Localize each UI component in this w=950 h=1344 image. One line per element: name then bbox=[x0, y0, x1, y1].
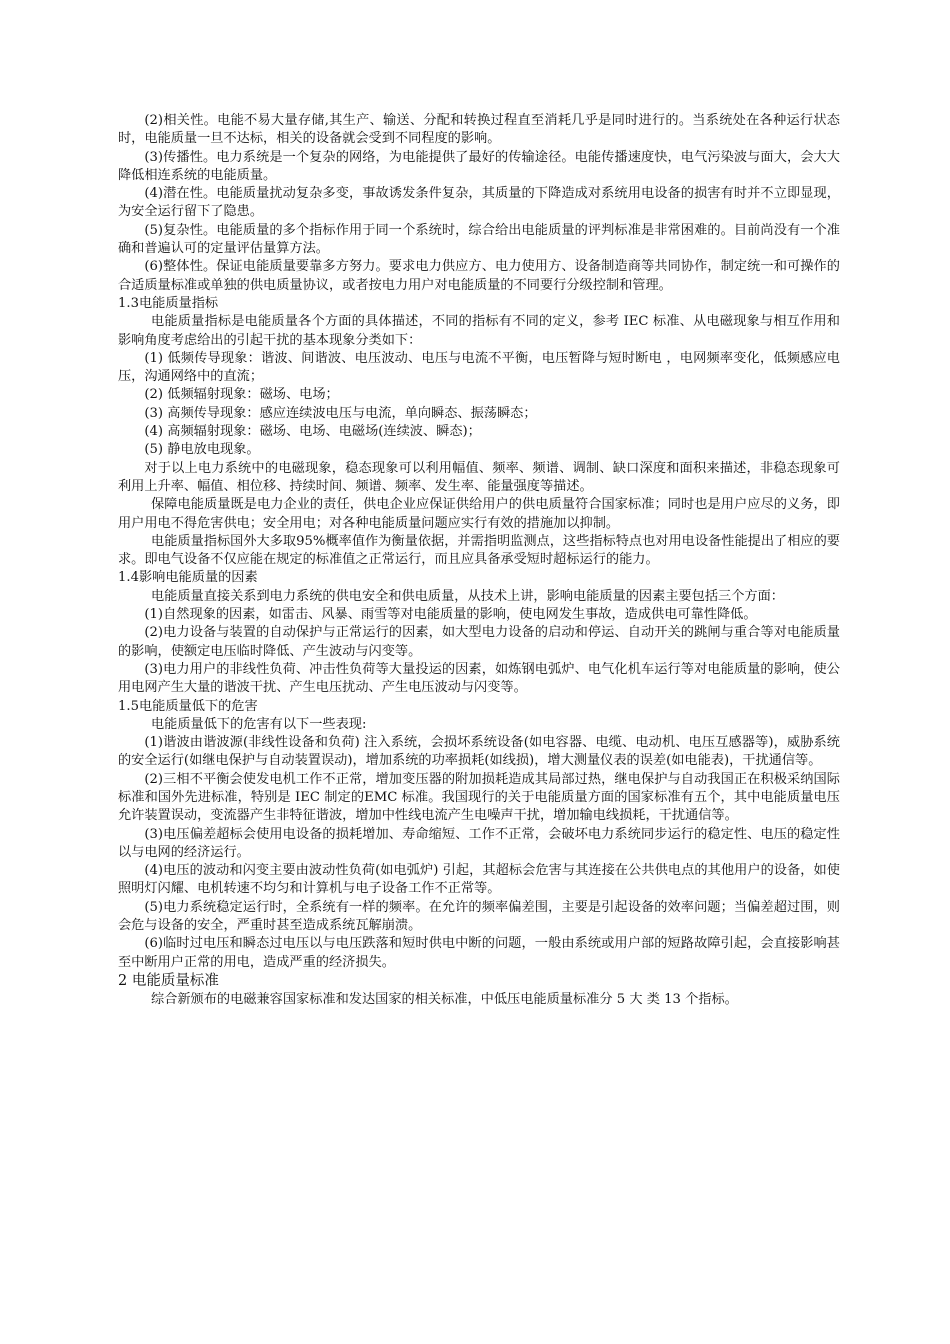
body-paragraph: (1)谐波由谐波源(非线性设备和负荷) 注入系统，会损坏系统设备(如电容器、电缆、电动机、电压互感器等)，威胁系统的安全运行(如继电保护与自动装置误动)，增加系统的功率损耗(如线损)，增大测量仪表的误差(如电能表)，干扰通信等。 bbox=[118, 735, 840, 769]
body-paragraph: 综合新颁布的电磁兼容国家标准和发达国家的相关标准，中低压电能质量标准分 5 大 类 13 个指标。 bbox=[151, 991, 738, 1007]
body-paragraph: (6)临时过电压和瞬态过电压以与电压跌落和短时供电中断的问题，一般由系统或用户部的短路故障引起，会直接影响甚至中断用户正常的用电，造成严重的经济损失。 bbox=[118, 936, 840, 970]
body-paragraph: (3)电压偏差超标会使用电设备的损耗增加、寿命缩短、工作不正常，会破坏电力系统同步运行的稳定性、电压的稳定性以与电网的经济运行。 bbox=[118, 826, 840, 860]
body-paragraph: (5) 静电放电现象。 bbox=[144, 442, 260, 458]
body-paragraph: (3)电力用户的非线性负荷、冲击性负荷等大量投运的因素，如炼钢电弧炉、电气化机车运行等对电能质量的影响，使公用电网产生大量的谐波干扰、产生电压扰动、产生电压波动与闪变等。 bbox=[118, 661, 840, 696]
body-paragraph: (3) 高频传导现象：感应连续波电压与电流，单向瞬态、振荡瞬态； bbox=[144, 405, 537, 421]
body-paragraph: (5)电力系统稳定运行时，全系统有一样的频率。在允许的频率偏差围，主要是引起设备的效率问题；当偏差超过围，则会危与设备的安全，严重时甚至造成系统瓦解崩溃。 bbox=[118, 899, 840, 934]
body-paragraph: (4)潜在性。电能质量扰动复杂多变，事故诱发条件复杂，其质量的下降造成对系统用电设备的损害有时并不立即显现，为安全运行留下了隐患。 bbox=[118, 186, 840, 220]
body-paragraph: 电能质量指标是电能质量各个方面的具体描述，不同的指标有不同的定义，参考 IEC 标准、从电磁现象与相互作用和影响角度考虑给出的引起干扰的基本现象分类如下： bbox=[118, 314, 840, 348]
body-paragraph: (2)三相不平衡会使发电机工作不正常，增加变压器的附加损耗造成其局部过热，继电保护与自动我国正在积极采纳国际标准和国外先进标准，特别是 IEC 制定的EMC 标准。我国现行的关于电能质量方面的国家标准有五个，其中电能质量电压允许装置误动，变流器产生非特征谐波，增加中性线电流产生电噪声干扰，增加输电线损耗，干扰通信等。 bbox=[118, 771, 840, 824]
document-page bbox=[118, 112, 840, 1009]
body-paragraph: (2) 低频辐射现象：磁场、电场； bbox=[144, 387, 339, 403]
body-paragraph: 保障电能质量既是电力企业的责任，供电企业应保证供给用户的供电质量符合国家标准；同时也是用户应尽的义务，即用户用电不得危害供电；安全用电；对各种电能质量问题应实行有效的措施加以抑制。 bbox=[118, 497, 840, 531]
section-heading: 1.3电能质量指标 bbox=[118, 295, 219, 311]
body-paragraph: (3)传播性。电力系统是一个复杂的网络，为电能提供了最好的传输途径。电能传播速度快，电气污染波与面大，会大大降低相连系统的电能质量。 bbox=[118, 149, 840, 183]
body-paragraph: (5)复杂性。电能质量的多个指标作用于同一个系统时，综合给出电能质量的评判标准是非常困难的。目前尚没有一个准确和普遍认可的定量评估量算方法。 bbox=[118, 222, 840, 257]
body-paragraph: 对于以上电力系统中的电磁现象，稳态现象可以利用幅值、频率、频谱、调制、缺口深度和面积来描述，非稳态现象可利用上升率、幅值、相位移、持续时间、频谱、频率、发生率、能量强度等描述。 bbox=[118, 460, 840, 494]
body-paragraph: 电能质量直接关系到电力系统的供电安全和供电质量，从技术上讲，影响电能质量的因素主要包括三个方面： bbox=[151, 588, 784, 604]
body-paragraph: (2)相关性。电能不易大量存储,其生产、输送、分配和转换过程直至消耗几乎是同时进行的。当系统处在各种运行状态时，电能质量一旦不达标，相关的设备就会受到不同程度的影响。 bbox=[118, 113, 840, 147]
body-paragraph: 电能质量指标国外大多取95%概率值作为衡量依据，并需指明监测点，这些指标特点也对用电设备性能提出了相应的要求。即电气设备不仅应能在规定的标准值之正常运行，而且应具备承受短时超标运行的能力。 bbox=[118, 533, 840, 568]
body-paragraph: 电能质量低下的危害有以下一些表现: bbox=[151, 716, 367, 732]
body-paragraph: (4)电压的波动和闪变主要由波动性负荷(如电弧炉) 引起，其超标会危害与其连接在公共供电点的其他用户的设备，如使照明灯闪耀、电机转速不均匀和计算机与电子设备工作不正常等。 bbox=[118, 863, 840, 897]
section-heading: 1.4影响电能质量的因素 bbox=[118, 570, 258, 586]
body-paragraph: (1) 低频传导现象：谐波、间谐波、电压波动、电压与电流不平衡，电压暂降与短时断电 ，电网频率变化，低频感应电压，沟通网络中的直流； bbox=[118, 350, 840, 385]
body-paragraph: (1)自然现象的因素，如雷击、风暴、雨雪等对电能质量的影响，使电网发生事故，造成供电可靠性降低。 bbox=[144, 607, 757, 623]
section-heading: 1.5电能质量低下的危害 bbox=[118, 698, 258, 714]
body-paragraph: (2)电力设备与装置的自动保护与正常运行的因素，如大型电力设备的启动和停运、自动开关的跳闸与重合等对电能质量的影响，使额定电压临时降低、产生波动与闪变等。 bbox=[118, 625, 840, 659]
chapter-heading: 2 电能质量标准 bbox=[118, 972, 219, 989]
body-paragraph: (4) 高频辐射现象：磁场、电场、电磁场(连续波、瞬态)； bbox=[144, 424, 481, 440]
body-paragraph: (6)整体性。保证电能质量要靠多方努力。要求电力供应方、电力使用方、设备制造商等共同协作，制定统一和可操作的合适质量标准或单独的供电质量协议，或者按电力用户对电能质量的不同要行分级控制和管理。 bbox=[118, 259, 840, 293]
